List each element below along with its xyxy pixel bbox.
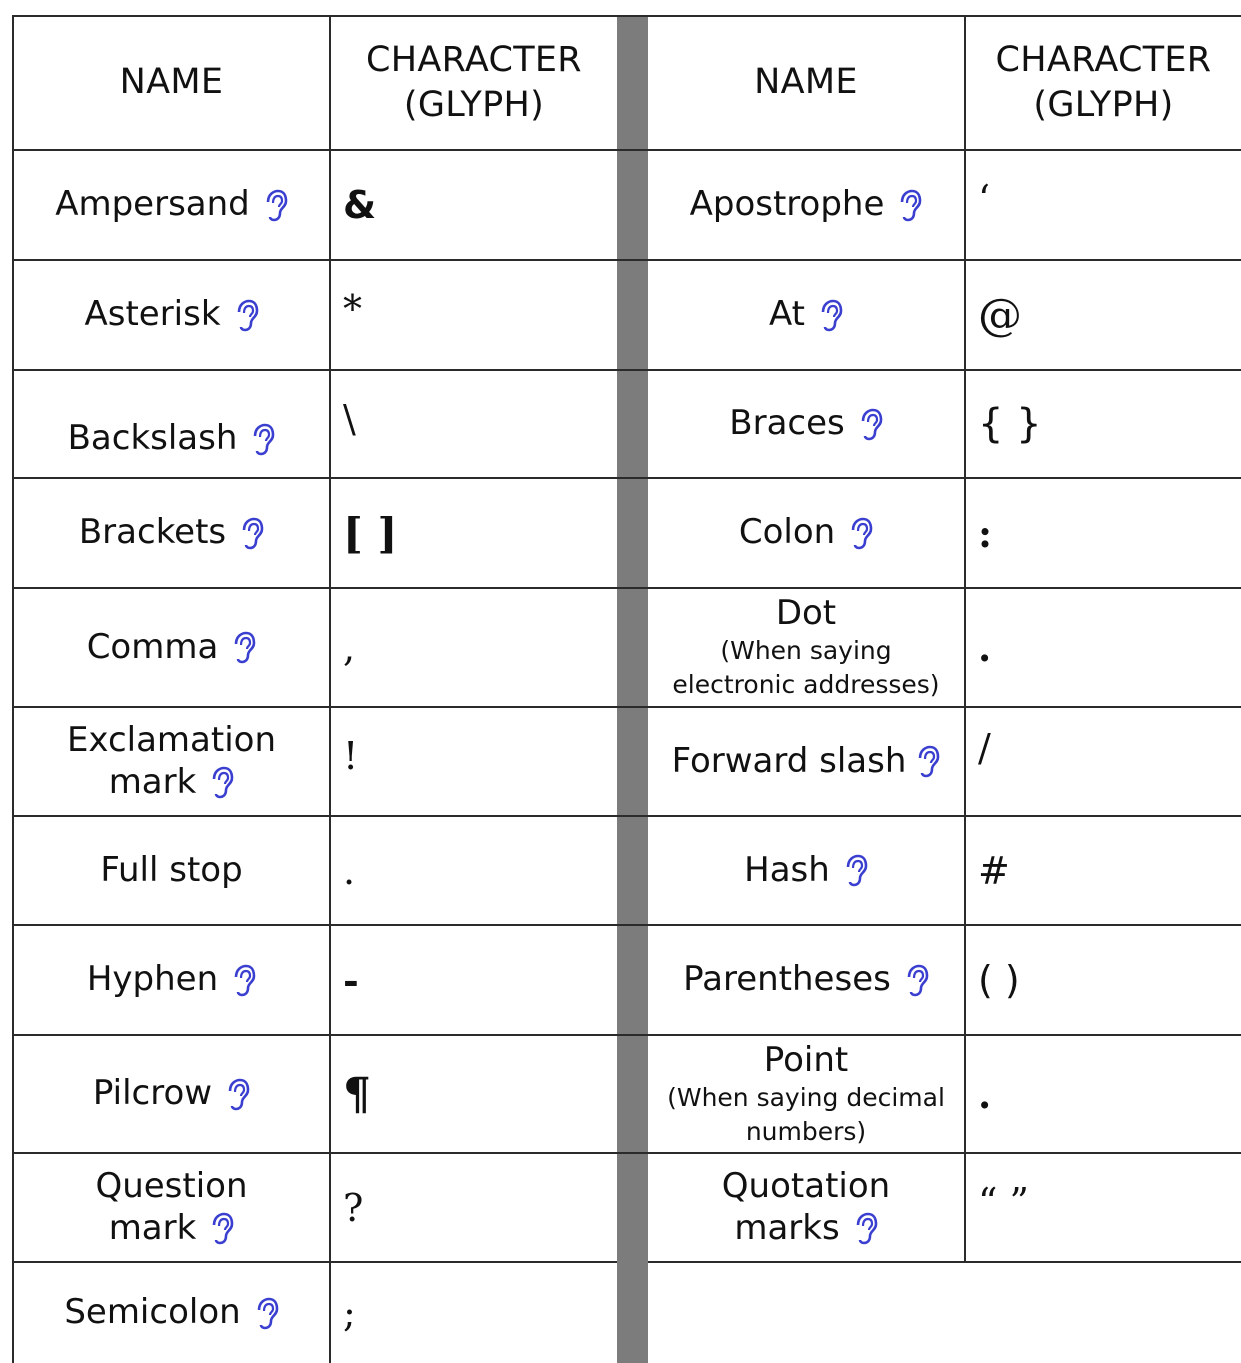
name-cell-dot: Dot (When saying electronic addresses) bbox=[672, 593, 940, 700]
ear-icon[interactable] bbox=[842, 854, 868, 888]
glyph-cell-at: @ bbox=[978, 289, 1022, 341]
name-cell-hyphen: Hyphen bbox=[14, 926, 329, 1034]
ear-icon[interactable] bbox=[847, 517, 873, 551]
name-cell-ampersand: Ampersand bbox=[14, 151, 329, 259]
name-cell-hash: Hash bbox=[648, 817, 964, 924]
ear-icon[interactable] bbox=[914, 745, 940, 779]
ear-icon[interactable] bbox=[238, 517, 264, 551]
name-cell-colon: Colon bbox=[648, 479, 964, 587]
header-glyph-left: CHARACTER (GLYPH) bbox=[366, 39, 582, 125]
name-cell-semicolon: Semicolon bbox=[14, 1263, 329, 1363]
ear-icon[interactable] bbox=[262, 189, 288, 223]
glyph-cell-semicolon: ; bbox=[343, 1291, 356, 1335]
glyph-cell-colon: : bbox=[978, 510, 993, 556]
glyph-cell-exclamation-mark: ! bbox=[343, 734, 359, 778]
glyph-cell-full-stop: . bbox=[343, 848, 356, 893]
name-cell-at: At bbox=[648, 261, 964, 369]
ear-icon[interactable] bbox=[208, 1212, 234, 1246]
glyph-cell-brackets: [ ] bbox=[343, 508, 398, 558]
row-border bbox=[648, 1261, 1241, 1263]
ear-icon[interactable] bbox=[249, 423, 275, 457]
name-cell-point: Point (When saying decimal numbers) bbox=[667, 1039, 945, 1146]
glyph-cell-comma: , bbox=[343, 625, 356, 670]
name-cell-forward-slash: Forward slash bbox=[648, 708, 964, 815]
glyph-cell-forward-slash: / bbox=[978, 725, 991, 770]
name-cell-backslash: Backslash bbox=[14, 371, 329, 477]
glyph-cell-ampersand: & bbox=[343, 183, 377, 227]
glyph-cell-parentheses: ( ) bbox=[978, 958, 1020, 1002]
name-cell-pilcrow: Pilcrow bbox=[14, 1036, 329, 1152]
glyph-cell-hyphen: - bbox=[343, 957, 359, 1003]
name-cell-parentheses: Parentheses bbox=[648, 926, 964, 1034]
glyph-cell-dot: . bbox=[978, 625, 992, 670]
name-cell-exclamation-mark: Exclamation mark bbox=[66, 720, 277, 802]
name-cell-question-mark: Question mark bbox=[95, 1166, 248, 1248]
name-cell-brackets: Brackets bbox=[14, 479, 329, 587]
name-cell-apostrophe: Apostrophe bbox=[648, 151, 964, 259]
table-divider bbox=[617, 15, 648, 1363]
ear-icon[interactable] bbox=[230, 631, 256, 665]
ear-icon[interactable] bbox=[896, 189, 922, 223]
name-cell-asterisk: Asterisk bbox=[14, 261, 329, 369]
ear-icon[interactable] bbox=[903, 964, 929, 998]
ear-icon[interactable] bbox=[208, 766, 234, 800]
glyph-table bbox=[12, 15, 1241, 1363]
ear-icon[interactable] bbox=[857, 408, 883, 442]
glyph-cell-braces: { } bbox=[978, 401, 1042, 447]
header-glyph-right: CHARACTER (GLYPH) bbox=[995, 39, 1212, 125]
glyph-cell-pilcrow: ¶ bbox=[343, 1068, 371, 1120]
ear-icon[interactable] bbox=[233, 299, 259, 333]
ear-icon[interactable] bbox=[817, 299, 843, 333]
name-cell-braces: Braces bbox=[648, 371, 964, 477]
ear-icon[interactable] bbox=[224, 1078, 250, 1112]
name-cell-full-stop: Full stop bbox=[100, 849, 243, 890]
glyph-cell-question-mark: ? bbox=[343, 1185, 364, 1230]
name-cell-comma: Comma bbox=[14, 589, 329, 706]
glyph-cell-backslash: \ bbox=[343, 397, 356, 441]
glyph-cell-quotation-marks: “ ” bbox=[978, 1180, 1029, 1224]
ear-icon[interactable] bbox=[852, 1212, 878, 1246]
ear-icon[interactable] bbox=[253, 1297, 279, 1331]
name-cell-quotation-marks: Quotation marks bbox=[721, 1166, 891, 1248]
glyph-cell-point: . bbox=[978, 1071, 992, 1117]
header-name-left: NAME bbox=[119, 62, 224, 103]
glyph-cell-apostrophe: ‘ bbox=[978, 177, 991, 221]
header-name-right: NAME bbox=[754, 62, 858, 103]
glyph-cell-hash: # bbox=[978, 848, 1010, 893]
glyph-cell-asterisk: * bbox=[343, 287, 362, 331]
ear-icon[interactable] bbox=[230, 964, 256, 998]
